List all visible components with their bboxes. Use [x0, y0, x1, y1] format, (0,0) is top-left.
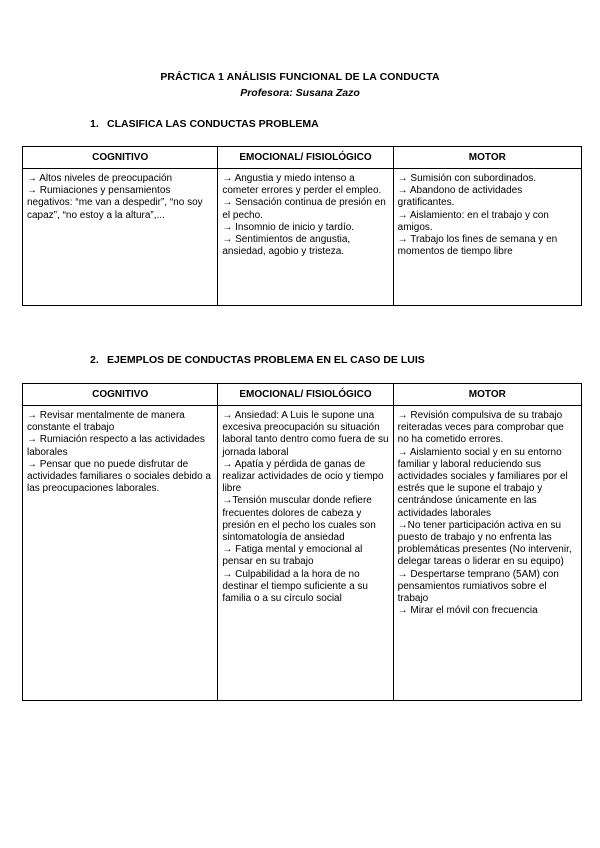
list-item: →Tensión muscular donde refiere frecuentes dolores de cabeza y presión en el pecho los cuales son sintomatología de ansiedad [222, 495, 376, 544]
list-item: → Aislamiento: en el trabajo y con amigos. [397, 209, 549, 233]
section-2-title: EJEMPLOS DE CONDUCTAS PROBLEMA EN EL CASO DE LUIS [107, 354, 425, 366]
list-item: → Rumiación respecto a las actividades laborales [27, 434, 205, 458]
list-item: → Aislamiento social y en su entorno familiar y laboral reduciendo sus actividades sociales y familiares por el estrés que le supone el trabajo y centrándose únicamente en las actividades laborales [397, 446, 568, 519]
list-item: → Sumisión con subordinados. [397, 173, 537, 184]
list-item: → Revisión compulsiva de su trabajo reiteradas veces para comprobar que no ha cometido errores. [397, 410, 564, 446]
cell-cognitivo [23, 406, 218, 701]
list-item: → Fatiga mental y emocional al pensar en su trabajo [222, 544, 363, 568]
section-2-heading [90, 354, 425, 366]
list-item: → Rumiaciones y pensamientos negativos: “me van a despedir”, “no soy capaz”, “no estoy a la altura”,... [27, 185, 203, 221]
list-item: → Apatía y pérdida de ganas de realizar actividades de ocio y tiempo libre [222, 458, 384, 495]
list-item: → Altos niveles de preocupación [27, 173, 173, 184]
header-emocional: EMOCIONAL/ FISIOLÓGICO [218, 384, 393, 406]
cell-emocional [218, 406, 393, 701]
header-cognitivo: COGNITIVO [23, 147, 218, 169]
section-1-number: 1. [90, 118, 99, 130]
cell-motor [393, 169, 581, 306]
list-item: → Revisar mentalmente de manera constante el trabajo [27, 410, 185, 434]
page-subtitle: Profesora: Susana Zazo [240, 87, 360, 99]
table-ejemplos-luis [22, 383, 582, 701]
list-item: →No tener participación activa en su puesto de trabajo y no enfrenta las problemáticas presentes (No intervenir, delegar tareas o liderar en su equipo) [397, 519, 572, 568]
cell-emocional [218, 169, 393, 306]
list-item: → Abandono de actividades gratificantes. [397, 185, 523, 209]
cell-cognitivo [23, 169, 218, 306]
table-row [23, 406, 582, 701]
table-header-row [23, 384, 582, 406]
list-item: → Ansiedad: A Luis le supone una excesiva preocupación su situación laboral tanto dentro como fuera de su jornada laboral [222, 410, 389, 458]
table-conductas-problema [22, 146, 582, 306]
header-motor: MOTOR [393, 384, 581, 406]
section-1-title: CLASIFICA LAS CONDUCTAS PROBLEMA [107, 118, 319, 130]
cell-motor [393, 406, 581, 701]
list-item: → Sentimientos de angustia, ansiedad, agobio y tristeza. [222, 234, 351, 258]
header-motor: MOTOR [393, 147, 581, 169]
page-title: PRÁCTICA 1 ANÁLISIS FUNCIONAL DE LA CONDUCTA [160, 71, 440, 83]
list-item: → Pensar que no puede disfrutar de actividades familiares o sociales debido a las preocupaciones laborales. [27, 458, 211, 495]
list-item: → Sensación continua de presión en el pecho. [222, 197, 386, 221]
list-item: → Culpabilidad a la hora de no destinar el tiempo suficiente a su familia o a su círculo social [222, 568, 368, 605]
table-row [23, 169, 582, 306]
section-1-heading [90, 118, 319, 130]
table-header-row [23, 147, 582, 169]
list-item: → Trabajo los fines de semana y en momentos de tiempo libre [397, 234, 558, 258]
section-2-number: 2. [90, 354, 99, 366]
list-item: → Despertarse temprano (5AM) con pensamientos rumiativos sobre el trabajo [397, 568, 559, 605]
list-item: → Mirar el móvil con frecuencia [397, 605, 538, 617]
list-item: → Angustia y miedo intenso a cometer errores y perder el empleo. [222, 173, 382, 197]
list-item: → Insomnio de inicio y tardío. [222, 221, 355, 233]
header-emocional: EMOCIONAL/ FISIOLÓGICO [218, 147, 393, 169]
header-cognitivo: COGNITIVO [23, 384, 218, 406]
